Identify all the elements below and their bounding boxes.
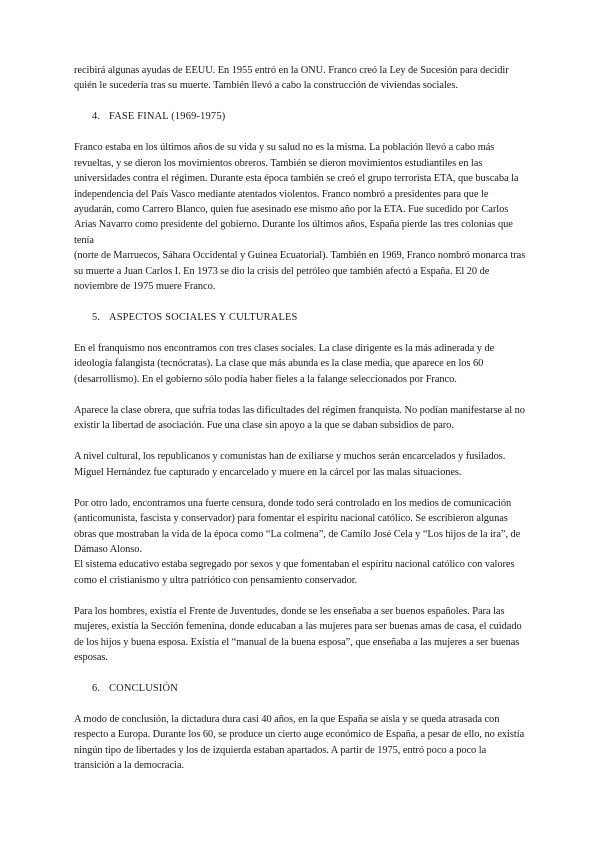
section-5-paragraph-4b: El sistema educativo estaba segregado por sexos y que fomentaban el espíritu nacional católico con valores como el cristianismo y ultra patriótico con pensamiento conservador. — [74, 559, 515, 586]
section-5-heading — [74, 310, 528, 325]
section-5-paragraph-3: A nivel cultural, los republicanos y comunistas han de exiliarse y muchos serán encarcelados y fusilados. Miguel Hernández fue capturado y encarcelado y muere en la cárcel por las malas situaciones. — [74, 451, 506, 478]
section-5-paragraph-1: En el franquismo nos encontramos con tres clases sociales. La clase dirigente es la más adinerada y de ideología falangista (tecnócratas). La clase que más abunda es la clase media, que aparece en los 60 (desarrollismo). En el gobierno sólo podía haber fieles a la falange seleccionados por Franco. — [74, 343, 495, 385]
section-6-number: 6. — [92, 682, 101, 694]
section-4-number: 4. — [92, 111, 101, 123]
section-5-paragraph-4a: Por otro lado, encontramos una fuerte censura, donde todo será controlado en los medios de comunicación (anticomunista, fascista y conservador) para fomentar el espíritu nacional católico. Se escribieron algunas obras que mostraban la vida de la época como “La colmena”, de Camilo José Cela y “Los hijos de la ira”, de Dámaso Alonso. — [74, 497, 521, 555]
section-4-heading — [74, 109, 528, 124]
section-4-title: FASE FINAL (1969-1975) — [109, 111, 226, 123]
section-5-paragraph-2: Aparece la clase obrera, que sufría todas las dificultades del régimen franquista. No podían manifestarse al no existir la libertad de asociación. Fue una clase sin apoyo a la que se daban subsidios de paro. — [74, 404, 525, 432]
section-5-number: 5. — [92, 312, 101, 324]
section-6-paragraph-1: A modo de conclusión, la dictadura dura casi 40 años, en la que España se aísla y se queda atrasada con respecto a Europa. Durante los 60, se produce un cierto auge económico de España, a pesar de ello, no existía ningún tipo de libertades y los de izquierda estaban apartados. A partir de 1975, entró poco a poco la transición a la democracia. — [74, 713, 525, 772]
section-4-paragraph-b: (norte de Marruecos, Sáhara Occidental y Guinea Ecuatorial). También en 1969, Franco nombró monarca tras su muerte a Juan Carlos I. En 1973 se dio la crisis del petróleo que también afectó a España. El 20 de noviembre de 1975 muere Franco. — [74, 250, 526, 293]
section-6-title: CONCLUSIÓN — [109, 682, 178, 694]
section-6-heading — [74, 681, 528, 696]
section-5-paragraph-5: Para los hombres, existía el Frente de Juventudes, donde se les enseñaba a ser buenos españoles. Para las mujeres, existía la Sección femenina, donde educaban a las mujeres para ser buenas amas de casa, el cuidado de los hijos y buena esposa. Existía el “manual de la buena esposa”, que enseñaba a las mujeres a ser buenas esposas. — [74, 605, 522, 663]
section-4-paragraph-a: Franco estaba en los últimos años de su vida y su salud no es la misma. La población llevó a cabo más revueltas, y se dieron los movimientos obreros. También se dieron movimientos estudiantiles en las universidades contra el régimen. Durante esta época también se creó el grupo terrorista ETA, que buscaba la independencia del País Vasco mediante atentados violentos. Franco nombró a presidentes para que le ayudarán, como Carrero Blanco, quien fue asesinado ese mismo año por la ETA. Fue sucedido por Carlos Arias Navarro como presidente del gobierno. Durante los últimos años, España pierde las tres colonias que tenía — [74, 142, 519, 246]
intro-paragraph: recibirá algunas ayudas de EEUU. En 1955 entró en la ONU. Franco creó la Ley de Sucesión para decidir quién le sucedería tras su muerte. También llevó a cabo la construcción de viviendas sociales. — [74, 65, 509, 92]
section-5-title: ASPECTOS SOCIALES Y CULTURALES — [109, 312, 298, 324]
